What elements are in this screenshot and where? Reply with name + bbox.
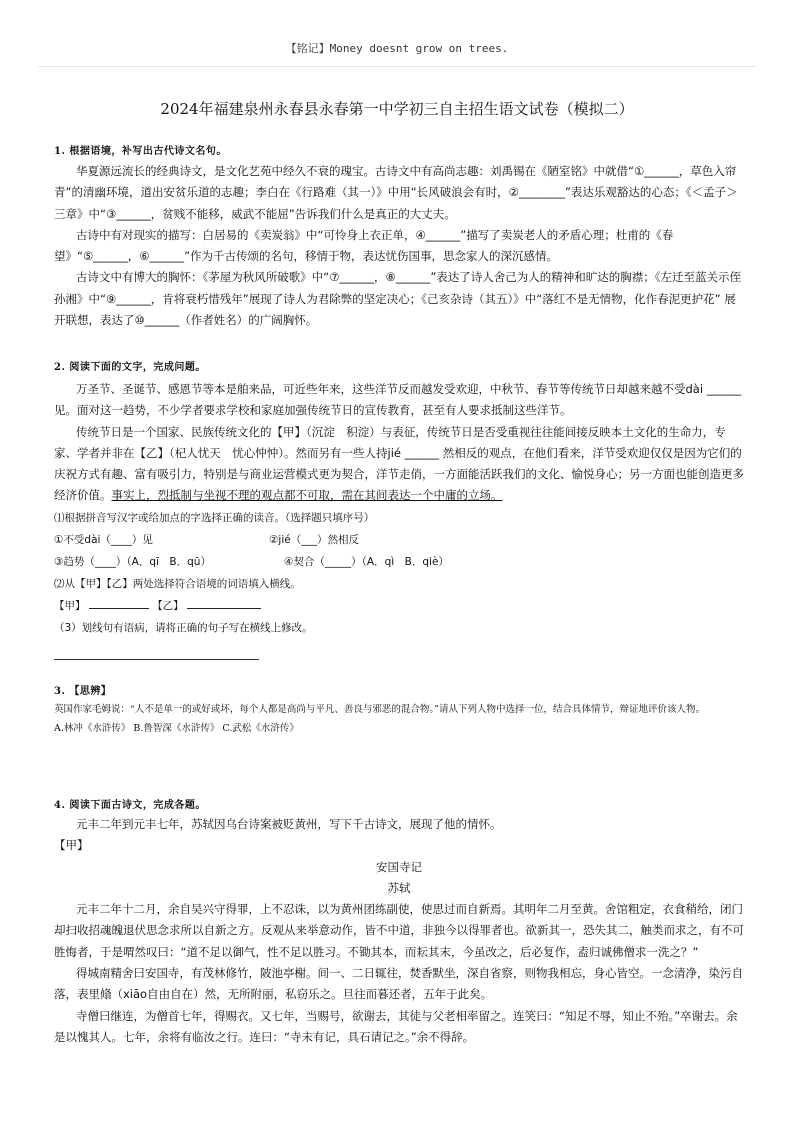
- passage-paragraph-2: 得城南精舍曰安国寺，有茂林修竹，陂池亭榭。间一、二日辄往，焚香默坐，深自省察，则物我相忘，身心皆空。一念清净，染污自落，表里翛（xiāo自由自在）然，无所附丽，私窃乐之。旦往而暮还者，五年于此矣。: [54, 966, 743, 1002]
- question-1-paragraph-1: 华夏源远流长的经典诗文，是文化艺苑中经久不衰的瑰宝。古诗文中有高尚志趣：刘禹锡在《陋室铭》中就借“①______，草色入帘青”的清幽环境，道出安贫乐道的志趣；李白在《行路难（其一）》中用“长风破浪会有时，②________”表达乐观豁达的心态；《＜孟子＞三章》中“③______，贫贱不能移，威武不能屈”告诉我们什么是真正的大丈夫。: [54, 164, 738, 221]
- question-1: [54, 142, 744, 331]
- item-1: ①不受dài（____）见: [54, 533, 153, 546]
- item-2: ②jié（___）然相反: [269, 533, 359, 546]
- page-title: 2024年福建泉州永春县永春第一中学初三自主招生语文试卷（模拟二）: [160, 100, 634, 118]
- subquestion-3: （3）划线句有语病，请将正确的句子写在横线上修改。: [54, 621, 313, 634]
- question-4-intro: 元丰二年到元丰七年，苏轼因乌台诗案被贬黄州，写下千古诗文，展现了他的情怀。: [76, 817, 502, 831]
- question-1-paragraph-3: 古诗文中有博大的胸怀：《茅屋为秋风所破歌》中“⑦______，⑧______”表达了诗人舍己为人的精神和旷达的胸襟；《左迁至蓝关示侄孙湘》中“⑨______，肯将衰朽惜残年”展现了诗人为君除弊的坚定决心；《己亥杂诗（其五）》中“落红不是无情物，化作春泥更护花” 展开联想，表达了⑩______（作者姓名）的广阔胸怀。: [54, 270, 742, 328]
- passage-title: 安国寺记: [376, 859, 422, 874]
- underlined-sentence: 事实上，烈抵制与坐视不理的观点都不可取，需在其间表达一个中庸的立场。: [111, 488, 503, 503]
- subquestion-1-row-2: [54, 551, 744, 573]
- header-divider: [38, 66, 756, 67]
- passage-author: 苏轼: [387, 880, 411, 895]
- answer-blank-jia[interactable]: [89, 596, 149, 609]
- header-note: 【铭记】Money doesnt grow on trees.: [285, 42, 509, 55]
- question-2-paragraph-2-text: 传统节日是一个国家、民族传统文化的【甲】（沉淀 积淀）与表征，传统节日是否受重视往往能间接反映本土文化的生命力，专家、学者并非在【乙】（杞人忧天 忧心忡忡）。然而另有一些人持jié ______ 然相反的观点，在他们看来，洋节受欢迎仅仅是因为它们的庆祝方式有趣、富有吸引力，特别是与商业运营模式更为契合，洋节走俏，一方面能活跃我们的文化、愉悦身心；另一方面也能创造更多经济价值。: [54, 424, 744, 503]
- answer-label-yi: 【乙】: [152, 599, 184, 612]
- item-3: ③趋势（____）（A．qī B．qū）: [54, 555, 211, 568]
- passage-label: 【甲】: [54, 838, 89, 853]
- question-3: [54, 682, 744, 738]
- passage-paragraph-1: 元丰二年十二月，余自吴兴守得罪，上不忍诛，以为黄州团练副使，使思过而自新焉。其明年二月至黄。舍馆粗定，衣食稍给，闭门却扫收招魂魄退伏思念求所以自新之方。反观从来举意动作，皆不中道，非独今以得罪者也。欲新其一，恐失其二，触类而求之，有不可胜悔者，于是喟然叹曰：“道不足以御气，性不足以胜习。不锄其本，而耘其末，今虽改之，后必复作，盍归诚佛僧求一洗之？”: [54, 902, 744, 959]
- question-3-heading: 3. 【思辨】: [54, 686, 112, 697]
- question-4: [54, 796, 744, 1048]
- question-2-paragraph-2: [54, 422, 744, 507]
- answer-label-jia: 【甲】: [54, 599, 86, 612]
- question-3-prompt: 英国作家毛姆说：“人不是单一的或好或坏，每个人都是高尚与平凡、善良与邪恶的混合物。”请从下列人物中选择一位，结合具体情节，辩证地评价该人物。: [54, 704, 705, 715]
- question-2-heading: 2. 阅读下面的文字，完成问题。: [54, 362, 206, 373]
- question-2: [54, 358, 744, 660]
- question-1-paragraph-2: 古诗中有对现实的描写：白居易的《卖炭翁》中“可怜身上衣正单，④______”描写了卖炭老人的矛盾心理；杜甫的《春望》“⑤______，⑥______”作为千古传颂的名句，移情于物，表达忧伤国事，思念家人的深沉感情。: [54, 227, 674, 264]
- question-2-paragraph-1: 万圣节、圣诞节、感恩节等本是舶来品，可近些年来，这些洋节反而越发受欢迎，中秋节、春节等传统节日却越来越不受dài ______ 见。面对这一趋势，不少学者要求学校和家庭加强传统节日的宣传教育，甚至有人要求抵制这些洋节。: [54, 382, 742, 418]
- question-3-options: A.林冲《水浒传》 B.鲁智深《水浒传》 C.武松《水浒传》: [54, 722, 299, 734]
- question-1-heading: 1. 根据语境，补写出古代诗文名句。: [54, 146, 227, 157]
- subquestion-1-row-1: [54, 529, 744, 551]
- answer-blank-yi[interactable]: [187, 596, 261, 609]
- item-4: ④契合（_____）（A．qì B．qiè）: [284, 555, 449, 568]
- answer-line[interactable]: [54, 659, 259, 660]
- passage-paragraph-3: 寺僧曰继连，为僧首七年，得赐衣。又七年，当赐号，欲谢去，其徒与父老相率留之。连笑曰：“知足不辱，知止不殆。”卒谢去。余是以愧其人。七年，余将有临汝之行。连曰：“寺未有记，具石请记之。”余不得辞。: [54, 1008, 738, 1044]
- subquestion-2: ⑵从【甲】【乙】两处选择符合语境的词语填入横线。: [54, 577, 301, 590]
- subquestion-2-answer: [54, 595, 744, 617]
- subquestion-1: ⑴根据拼音写汉字或给加点的字选择正确的读音。（选择题只填序号）: [54, 511, 375, 524]
- question-4-heading: 4. 阅读下面古诗文，完成各题。: [54, 800, 206, 811]
